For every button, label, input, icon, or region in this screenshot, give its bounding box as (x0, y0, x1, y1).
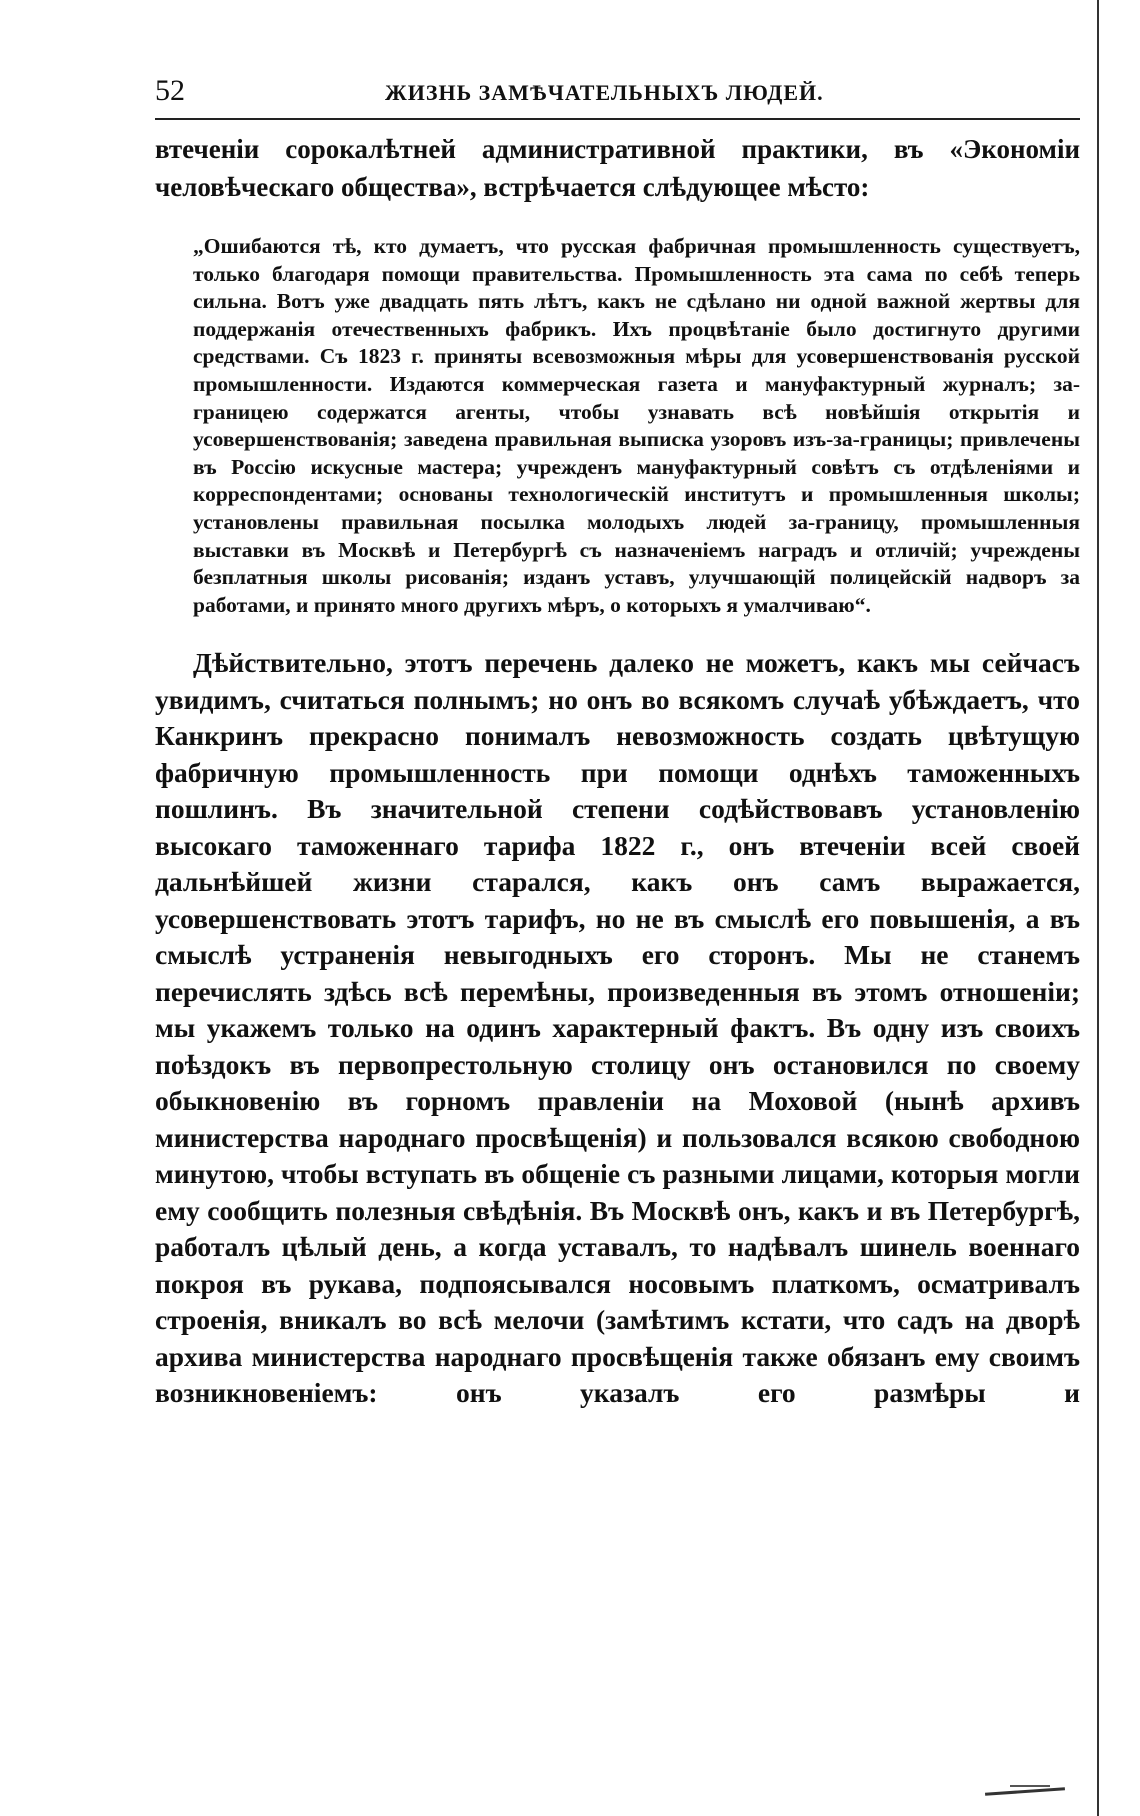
bottom-scan-mark (985, 1787, 1065, 1796)
page-header (155, 70, 1080, 120)
quote-block: „Ошибаются тѣ, кто думаетъ, что русская фабричная промышленность существуетъ, только благодаря помощи правительства. Промышленность эта сама по себѣ теперь сильна. Вотъ уже двадцать пять лѣтъ, какъ не сдѣлано ни одной важной жертвы для поддержанія отечественныхъ фабрикъ. Ихъ процвѣтаніе было достигнуто другими средствами. Съ 1823 г. приняты всевозможныя мѣры для усовершенствованія русской промышленности. Издаются коммерческая газета и мануфактурный журналъ; за-границею содержатся агенты, чтобы узнавать всѣ новѣйшія открытія и усовершенствованія; заведена правильная выписка узоровъ изъ-за-границы; привлечены въ Россію искусные мастера; учрежденъ мануфактурный совѣтъ съ отдѣленіями и корреспондентами; основаны технологическій институтъ и промышленныя школы; установлены правильная посылка молодыхъ людей за-границу, промышленныя выставки въ Москвѣ и Петербургѣ съ назначеніемъ наградъ и отличій; учреждены безплатныя школы рисованія; изданъ уставъ, улучшающій полицейскій надворъ за работами, и принято много другихъ мѣръ, о которыхъ я умалчиваю“. (193, 234, 1080, 617)
body-paragraph: Дѣйствительно, этотъ перечень далеко не можетъ, какъ мы сейчасъ увидимъ, считаться полнымъ; но онъ во всякомъ случаѣ убѣждаетъ, что Канкринъ прекрасно понималъ невозможность создать цвѣтущую фабричную промышленность при помощи однѣхъ таможенныхъ пошлинъ. Въ значительной степени содѣйствовавъ установленію высокаго таможеннаго тарифа 1822 г., онъ втеченіи всей своей дальнѣйшей жизни старался, какъ онъ самъ выражается, усовершенствовать этотъ тарифъ, но не въ смыслѣ его повышенія, а въ смыслѣ устраненія невыгодныхъ его сторонъ. Мы не станемъ перечислять здѣсь всѣ перемѣны, произведенныя въ этомъ отношеніи; мы укажемъ только на одинъ характерный фактъ. Въ одну изъ своихъ поѣздокъ въ первопрестольную столицу онъ остановился по своему обыкновенію въ горномъ правленіи на Моховой (нынѣ архивъ министерства народнаго просвѣщенія) и пользовался всякою свободною минутою, чтобы вступать въ общеніе съ разными лицами, которыя могли ему сообщить полезныя свѣдѣнія. Въ Москвѣ онъ, какъ и въ Петербургѣ, работалъ цѣлый день, а когда уставалъ, то надѣвалъ шинель военнаго покроя въ рукава, подпоясывался носовымъ платкомъ, осматривалъ строенія, вникалъ во всѣ мелочи (замѣтимъ кстати, что садъ на дворѣ архива министерства народнаго просвѣщенія также обязанъ ему своимъ возникновеніемъ: онъ указалъ его размѣры и (155, 647, 1080, 1409)
intro-paragraph: втеченіи сорокалѣтней административной практики, въ «Экономіи человѣческаго общества», встрѣчается слѣдующее мѣсто: (155, 134, 1080, 202)
book-page (155, 70, 1080, 1439)
bottom-scan-mark-small (1010, 1785, 1050, 1787)
page-number: 52 (155, 74, 185, 107)
page-edge-rule (1097, 0, 1099, 1816)
running-title: ЖИЗНЬ ЗАМѢЧАТЕЛЬНЫХЪ ЛЮДЕЙ. (385, 80, 824, 105)
